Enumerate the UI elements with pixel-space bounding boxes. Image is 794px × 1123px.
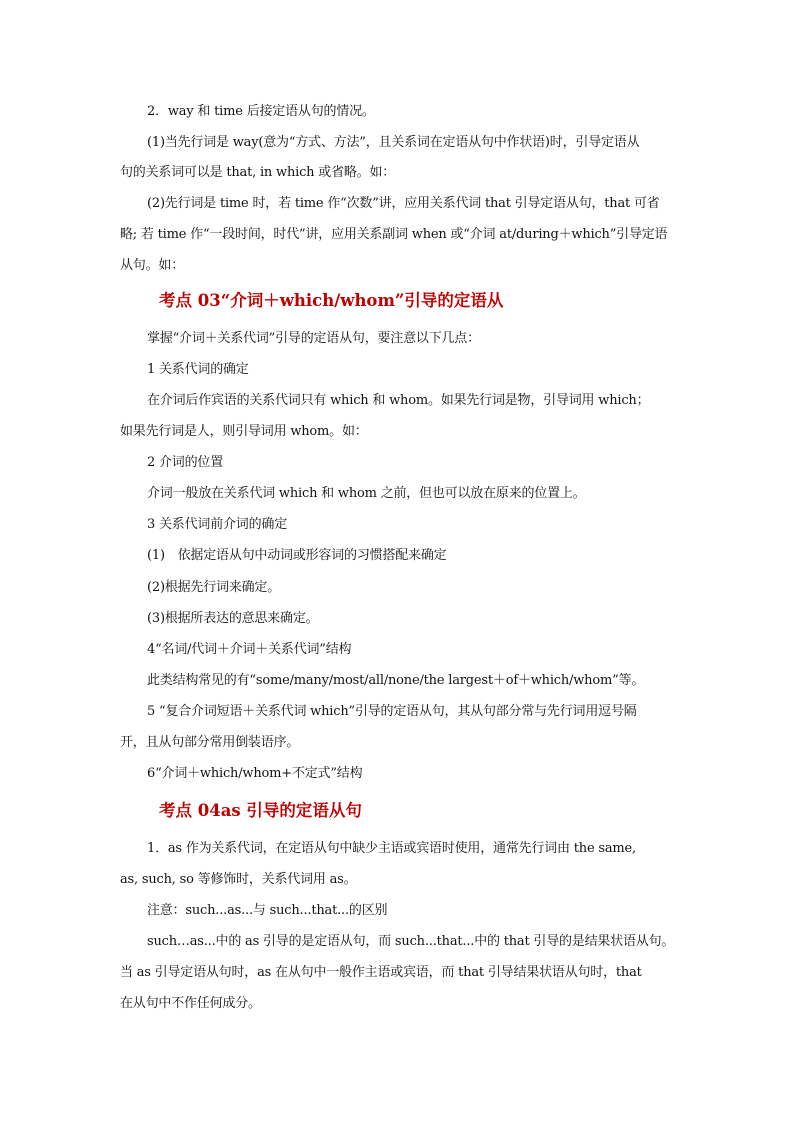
paragraph-way-line1: (1)当先行词是 way(意为“方式、方法”，且关系词在定语从句中作状语)时，引导定语从 <box>147 135 640 150</box>
paragraph-way-line2: 句的关系词可以是 that, in which 或省略。如： <box>120 165 396 180</box>
paragraph-03-item3-sub3: (3)根据所表达的意思来确定。 <box>147 611 319 626</box>
paragraph-03-item1-line2: 如果先行词是人，则引导词用 whom。如： <box>120 424 368 439</box>
paragraph-03-intro: 掌握“介词＋关系代词”引导的定语从句，要注意以下几点： <box>147 331 480 346</box>
paragraph-04-note-title: 注意：such...as...与 such...that...的区别 <box>147 903 388 918</box>
paragraph-04-item1-line2: as, such, so 等修饰时，关系代词用 as。 <box>120 872 357 887</box>
paragraph-03-item4-title: 4“名词/代词＋介词＋关系代词”结构 <box>147 642 352 657</box>
paragraph-04-item1-line1: 1．as 作为关系代词，在定语从句中缺少主语或宾语时使用，通常先行词由 the same, <box>147 841 636 856</box>
paragraph-03-item5-line2: 开，且从句部分常用倒装语序。 <box>120 735 300 750</box>
paragraph-time-line3: 从句。如： <box>120 258 185 273</box>
paragraph-03-item2-title: 2 介词的位置 <box>147 455 224 470</box>
paragraph-03-item4-body: 此类结构常见的有“some/many/most/all/none/the largest＋of＋which/whom”等。 <box>147 673 645 688</box>
paragraph-03-item2-body: 介词一般放在关系代词 which 和 whom 之前，但也可以放在原来的位置上。 <box>147 486 586 501</box>
paragraph-04-note-line3: 在从句中不作任何成分。 <box>120 996 261 1011</box>
heading-kaodian-04: 考点 04as 引导的定语从句 <box>159 801 362 820</box>
paragraph-time-line1: (2)先行词是 time 时，若 time 作“次数”讲，应用关系代词 that 引导定语从句，that 可省 <box>147 196 660 211</box>
paragraph-04-note-line1: such…as...中的 as 引导的是定语从句，而 such...that...中的 that 引导的是结果状语从句。 <box>147 934 675 949</box>
paragraph-03-item3-sub2: (2)根据先行词来确定。 <box>147 580 281 595</box>
paragraph-03-item5-line1: 5 “复合介词短语＋关系代词 which”引导的定语从句，其从句部分常与先行词用逗号隔 <box>147 704 637 719</box>
paragraph-04-note-line2: 当 as 引导定语从句时，as 在从句中一般作主语或宾语，而 that 引导结果状语从句时，that <box>120 965 642 980</box>
paragraph-03-item3-title: 3 关系代词前介词的确定 <box>147 517 288 532</box>
paragraph-03-item3-sub1: (1) 依据定语从句中动词或形容词的习惯搭配来确定 <box>147 548 447 563</box>
heading-kaodian-03: 考点 03“介词＋which/whom”引导的定语从 <box>159 291 504 310</box>
paragraph-way-time-title: 2．way 和 time 后接定语从句的情况。 <box>147 104 375 119</box>
paragraph-03-item6-title: 6“介词＋which/whom+不定式”结构 <box>147 766 363 781</box>
paragraph-03-item1-line1: 在介词后作宾语的关系代词只有 which 和 whom。如果先行词是物，引导词用 which； <box>147 393 650 408</box>
paragraph-time-line2: 略; 若 time 作“一段时间，时代”讲，应用关系副词 when 或“介词 at/during＋which”引导定语 <box>120 227 668 242</box>
paragraph-03-item1-title: 1 关系代词的确定 <box>147 362 249 377</box>
